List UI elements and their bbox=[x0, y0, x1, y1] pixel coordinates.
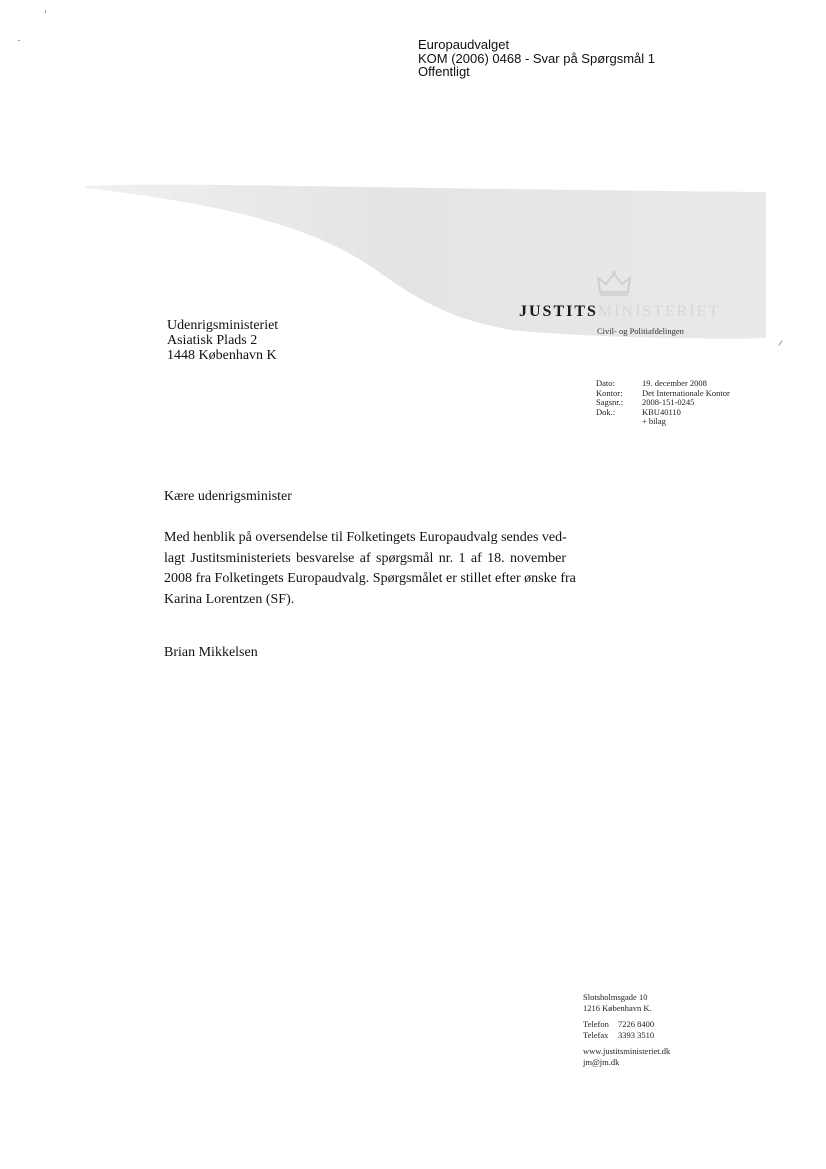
scan-speck bbox=[45, 10, 46, 13]
footer-fax bbox=[583, 1030, 670, 1041]
stamp-committee: Europaudvalget bbox=[418, 37, 510, 52]
footer-phones bbox=[583, 1019, 670, 1040]
stamp-classification: Offentligt bbox=[418, 64, 470, 79]
salutation: Kære udenrigsminister bbox=[164, 489, 292, 504]
document-stamp bbox=[418, 38, 655, 79]
meta-value: Det Internationale Kontor bbox=[642, 387, 730, 398]
fax-number: 3393 3510 bbox=[618, 1029, 655, 1040]
ministry-logo bbox=[519, 303, 720, 321]
footer-street: Slotsholmsgade 10 bbox=[583, 992, 648, 1002]
meta-key: Dato: bbox=[596, 378, 615, 388]
meta-value: KBU40110 bbox=[642, 406, 681, 417]
recipient-address bbox=[167, 318, 278, 363]
meta-key: Sagsnr.: bbox=[596, 397, 624, 408]
footer-address bbox=[583, 992, 670, 1013]
fax-label: Telefax bbox=[583, 1029, 609, 1040]
meta-row bbox=[596, 417, 732, 427]
signature-name: Brian Mikkelsen bbox=[164, 645, 258, 660]
stamp-reference: KOM (2006) 0468 - Svar på Spørgsmål 1 bbox=[418, 50, 655, 66]
body-line: Med henblik på oversendelse til Folketingets Europaudvalg sendes ved- bbox=[164, 530, 567, 545]
meta-value: 2008-151-0245 bbox=[642, 397, 695, 408]
document-metadata bbox=[596, 379, 732, 427]
meta-value: 19. december 2008 bbox=[642, 378, 707, 388]
email-link[interactable]: jm@jm.dk bbox=[583, 1056, 620, 1067]
letter-body bbox=[164, 528, 576, 610]
footer-phone bbox=[583, 1019, 670, 1030]
crown-crest-icon bbox=[594, 270, 634, 298]
ministry-contact bbox=[583, 992, 670, 1073]
recipient-city: 1448 København K bbox=[167, 348, 277, 363]
scan-speck bbox=[18, 40, 20, 41]
body-line: 2008 fra Folketingets Europaudvalg. Spørgsmålet er stillet efter ønske fra bbox=[164, 571, 576, 586]
logo-bold-text: JUSTITS bbox=[519, 303, 598, 320]
website-link[interactable]: www.justitsministeriet.dk bbox=[583, 1046, 671, 1056]
recipient-name: Udenrigsministeriet bbox=[167, 318, 279, 333]
scan-speck bbox=[778, 340, 782, 345]
meta-value: + bilag bbox=[642, 416, 666, 427]
phone-number: 7226 8400 bbox=[618, 1019, 655, 1029]
phone-label: Telefon bbox=[583, 1019, 609, 1029]
footer-online bbox=[583, 1046, 670, 1067]
recipient-street: Asiatisk Plads 2 bbox=[167, 333, 258, 348]
department-name: Civil- og Politiafdelingen bbox=[597, 326, 684, 336]
body-line: lagt Justitsministeriets besvarelse af spørgsmål nr. 1 af 18. november bbox=[164, 550, 566, 566]
meta-key bbox=[596, 417, 642, 427]
logo-light-text: MINISTERIET bbox=[597, 303, 721, 320]
meta-key: Dok.: bbox=[596, 406, 616, 417]
meta-key: Kontor: bbox=[596, 387, 623, 398]
footer-city: 1216 København K. bbox=[583, 1002, 652, 1013]
body-line: Karina Lorentzen (SF). bbox=[164, 591, 295, 607]
